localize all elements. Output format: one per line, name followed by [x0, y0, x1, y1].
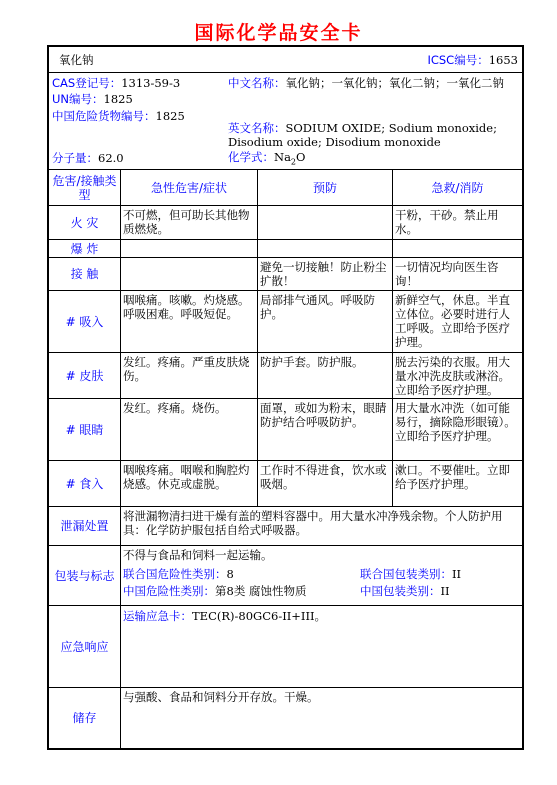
col-prevention: 预防 [257, 170, 392, 205]
row-firstaid: 脱去污染的衣服。用大量水冲洗皮肤或淋浴。立即给予医疗护理。 [392, 353, 522, 398]
icsc-number [427, 53, 518, 67]
row-hazard: 发红。疼痛。烧伤。 [120, 399, 257, 460]
transport-card-value: TEC(R)-80GC6-II+III。 [192, 609, 327, 623]
emergency-section [49, 605, 522, 687]
english-name [228, 121, 513, 149]
cn-class-label: 中国危险性类别： [123, 584, 215, 598]
un-pack-value: II [452, 567, 462, 581]
row-type: # 食入 [65, 476, 104, 491]
transport-card-label: 运输应急卡： [123, 609, 192, 623]
packaging-label: 包装与标志 [54, 568, 115, 583]
un-hazard-class [123, 567, 234, 581]
cn-hazard-class [123, 584, 306, 598]
cas-number [52, 76, 180, 90]
card-header [49, 47, 522, 72]
cn-pack-value: II [440, 584, 450, 598]
emergency-content [120, 606, 522, 687]
spill-label: 泄漏处置 [60, 519, 109, 533]
packaging-section [49, 545, 522, 605]
col-firstaid: 急救/消防 [392, 170, 522, 205]
un-label: UN编号： [52, 92, 104, 106]
row-prevention [257, 206, 392, 239]
spill-section [49, 506, 522, 545]
page-title: 国际化学品安全卡 [194, 22, 363, 44]
row-prevention: 避免一切接触！防止粉尘扩散！ [257, 258, 392, 290]
row-prevention: 防护手套。防护服。 [257, 353, 392, 398]
cas-label: CAS登记号： [52, 76, 122, 90]
formula-sub: 2 [290, 157, 297, 167]
en-name-value: SODIUM OXIDE; Sodium monoxide; Disodium oxide; Disodium monoxide [228, 121, 497, 149]
col-hazard: 急性危害/症状 [120, 170, 257, 205]
storage-section [49, 687, 522, 748]
table-row [49, 257, 522, 290]
un-value: 1825 [103, 92, 133, 106]
chemical-name: 氧化钠 [59, 53, 94, 67]
storage-label: 储存 [72, 711, 97, 725]
formula-tail: O [296, 150, 306, 164]
un-class-label: 联合国危险性类别： [123, 567, 227, 581]
spill-text: 将泄漏物清扫进干燥有盖的塑料容器中。用大量水冲净残余物。个人防护用具：化学防护服包括自给式呼吸器。 [120, 507, 522, 545]
row-type: # 吸入 [65, 314, 104, 329]
en-name-label: 英文名称： [228, 121, 286, 135]
transport-card [123, 609, 326, 623]
table-row [49, 398, 522, 460]
chinese-name [228, 76, 513, 90]
packaging-content [120, 546, 522, 605]
row-prevention: 面罩，或如为粉末，眼睛防护结合呼吸防护。 [257, 399, 392, 460]
row-prevention: 局部排气通风。呼吸防护。 [257, 291, 392, 352]
emergency-label: 应急响应 [60, 639, 109, 654]
row-firstaid [392, 240, 522, 257]
identifiers-left [49, 73, 225, 169]
mw-label: 分子量： [52, 151, 98, 165]
cn-hazard-number [52, 109, 185, 123]
row-hazard [120, 258, 257, 290]
cn-hazard-value: 1825 [155, 109, 185, 123]
chemical-formula [228, 150, 305, 169]
cn-pack-label: 中国包装类别： [360, 584, 441, 598]
formula-label: 化学式： [228, 150, 274, 164]
cas-value: 1313-59-3 [121, 76, 181, 90]
row-hazard: 咽喉痛。咳嗽。灼烧感。呼吸困难。呼吸短促。 [120, 291, 257, 352]
col-type: 危害/接触类型 [52, 173, 117, 202]
table-row [49, 290, 522, 352]
row-firstaid: 新鲜空气，休息。半直立体位。必要时进行人工呼吸。立即给予医疗护理。 [392, 291, 522, 352]
row-type: 火 灾 [70, 215, 99, 230]
row-hazard [120, 240, 257, 257]
row-type: 接 触 [70, 267, 99, 281]
row-firstaid: 漱口。不要催吐。立即给予医疗护理。 [392, 461, 522, 506]
un-class-value: 8 [226, 567, 234, 581]
table-row [49, 239, 522, 257]
table-row [49, 352, 522, 398]
storage-text: 与强酸、食品和饲料分开存放。干燥。 [120, 688, 522, 748]
table-row [49, 205, 522, 239]
table-header [49, 169, 522, 205]
cn-packing-group [360, 584, 450, 598]
row-firstaid: 干粉，干砂。禁止用水。 [392, 206, 522, 239]
mw-value: 62.0 [98, 151, 124, 165]
row-hazard: 发红。疼痛。严重皮肤烧伤。 [120, 353, 257, 398]
row-type: # 皮肤 [65, 368, 104, 383]
un-packing-group [360, 567, 461, 581]
icsc-value: 1653 [488, 53, 518, 67]
row-type: # 眼睛 [65, 422, 104, 437]
row-type: 爆 炸 [70, 241, 99, 256]
packaging-note: 不得与食品和饲料一起运输。 [123, 548, 273, 562]
cn-hazard-label: 中国危险货物编号： [52, 109, 156, 123]
identifiers-right [225, 73, 522, 169]
table-row [49, 460, 522, 506]
row-firstaid: 一切情况均向医生咨询！ [392, 258, 522, 290]
icsc-label: ICSC编号： [427, 53, 489, 67]
zh-name-value: 氧化钠；一氧化钠；氧化二钠；一氧化二钠 [285, 76, 504, 90]
row-prevention [257, 240, 392, 257]
molecular-weight [52, 151, 124, 165]
row-firstaid: 用大量水冲洗（如可能易行，摘除隐形眼镜）。立即给予医疗护理。 [392, 399, 522, 460]
safety-card [47, 45, 524, 750]
row-hazard: 咽喉疼痛。咽喉和胸腔灼烧感。休克或虚脱。 [120, 461, 257, 506]
row-hazard: 不可燃，但可助长其他物质燃烧。 [120, 206, 257, 239]
identification-block [49, 72, 522, 169]
un-pack-label: 联合国包装类别： [360, 567, 452, 581]
zh-name-label: 中文名称： [228, 76, 286, 90]
cn-class-value: 第8类 腐蚀性物质 [215, 584, 307, 598]
formula-main: Na [274, 150, 291, 164]
row-prevention: 工作时不得进食，饮水或吸烟。 [257, 461, 392, 506]
un-number [52, 92, 133, 106]
